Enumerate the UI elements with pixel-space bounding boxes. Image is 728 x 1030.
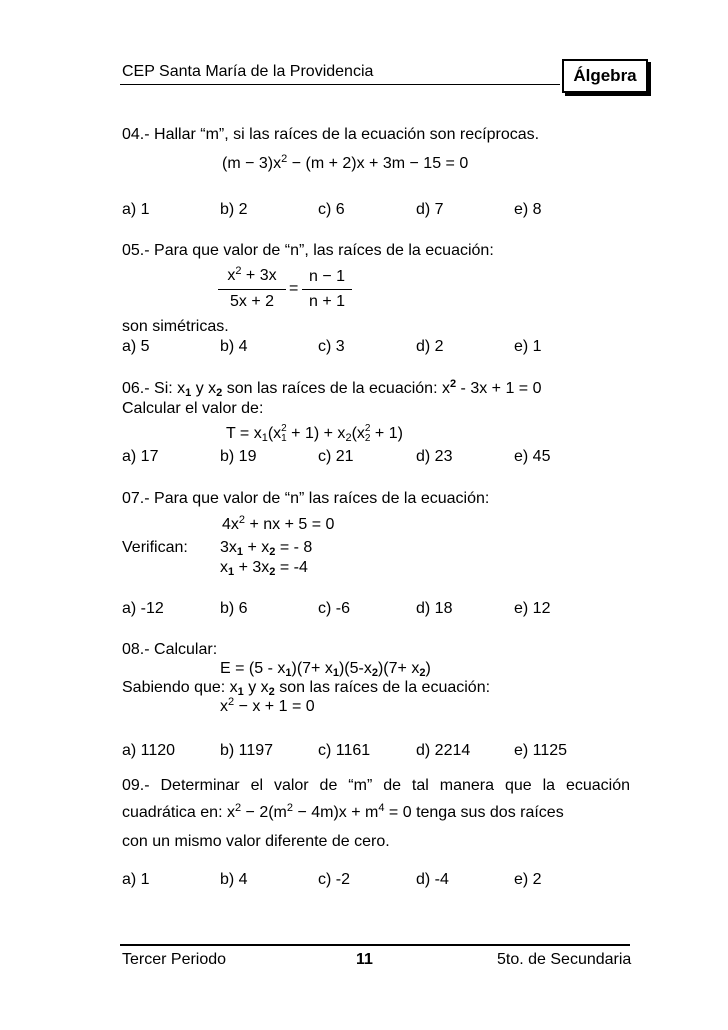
q8-stem: 08.- Calcular: [122, 641, 218, 658]
option-b: b) 19 [220, 448, 257, 465]
q9-line2: cuadrática en: $x^2 - 2(m^2 - 4m)x + m^4 = 0$ tenga sus dos raíces [122, 802, 564, 821]
q5-stem: 05.- Para que valor de “n”, las raíces de la ecuación: [122, 242, 494, 259]
equals-sign: = [289, 280, 299, 297]
option-c: c) -2 [318, 871, 350, 888]
option-d: d) 23 [416, 448, 453, 465]
option-e: e) 8 [514, 201, 542, 218]
q6-line2: Calcular el valor de: [122, 400, 264, 417]
option-c: c) 3 [318, 338, 345, 355]
option-a: a) 1 [122, 871, 150, 888]
option-c: c) 6 [318, 201, 345, 218]
option-a: a) 1 [122, 201, 150, 218]
q9-line1: 09.- Determinar el valor de “m” de tal manera que la ecuación [122, 777, 630, 794]
option-d: d) -4 [416, 871, 449, 888]
q6-stem: 06.- Si: $x_1$ y $x_2$ son las raíces de la ecuación: $x^2 - 3x + 1 = 0$ [122, 378, 542, 399]
school-name: CEP Santa María de la Providencia [122, 63, 374, 80]
option-d: d) 18 [416, 600, 453, 617]
option-e: e) 1 [514, 338, 542, 355]
q7-equation: $4x^2$ + nx + 5 = 0 [222, 514, 335, 533]
q9-line3: con un mismo valor diferente de cero. [122, 833, 390, 850]
q8-expression: $E = (5 - x_1)(7+ x_1)(5-x_2)(7+ x_2)$ [220, 660, 431, 679]
footer-period: Tercer Periodo [122, 951, 227, 968]
fraction-bar [218, 289, 286, 290]
subject-badge [562, 59, 648, 93]
q7-condition-2: $x_1 + 3x_2 = -4$ [220, 559, 308, 578]
page-number: 11 [356, 951, 373, 968]
option-e: e) 45 [514, 448, 551, 465]
q5-numerator-1: $x^2 + 3x$ [227, 265, 277, 284]
fraction-bar [302, 289, 352, 290]
option-e: e) 12 [514, 600, 551, 617]
q4-stem: 04.- Hallar “m”, si las raíces de la ecuación son recíprocas. [122, 126, 540, 143]
option-a: a) 1120 [122, 742, 176, 759]
footer-rule [120, 944, 630, 946]
subject-label: Álgebra [573, 66, 637, 85]
option-d: d) 7 [416, 201, 444, 218]
q4-equation: $(m - 3)x^2 - (m + 2)x + 3m - 15 = 0$ [222, 153, 469, 172]
q5-numerator-2: n − 1 [308, 268, 346, 285]
footer-grade: 5to. de Secundaria [497, 951, 632, 968]
option-d: d) 2214 [416, 742, 471, 759]
q7-stem: 07.- Para que valor de “n” las raíces de la ecuación: [122, 490, 490, 507]
option-b: b) 6 [220, 600, 248, 617]
header-rule [120, 84, 560, 85]
option-a: a) 17 [122, 448, 159, 465]
option-c: c) -6 [318, 600, 350, 617]
option-a: a) -12 [122, 600, 164, 617]
q5-denominator-1: 5x + 2 [229, 293, 275, 310]
option-b: b) 1197 [220, 742, 274, 759]
q8-equation: $x^2 - x + 1 = 0$ [220, 696, 315, 715]
option-b: b) 2 [220, 201, 248, 218]
q8-condition: Sabiendo que: $x_1$ y $x_2$ son las raíces de la ecuación: [122, 679, 491, 698]
q5-tail: son simétricas. [122, 318, 229, 335]
option-a: a) 5 [122, 338, 150, 355]
option-b: b) 4 [220, 871, 248, 888]
q7-verifican: Verifican: [122, 539, 188, 556]
option-d: d) 2 [416, 338, 444, 355]
option-e: e) 2 [514, 871, 542, 888]
q5-denominator-2: n + 1 [308, 293, 346, 310]
option-b: b) 4 [220, 338, 248, 355]
q6-equation: $T = x_1(x$ 2 1 + $1) + x_2(x$ 2 2 + 1) [226, 423, 403, 445]
option-c: c) 21 [318, 448, 354, 465]
q7-condition-1: $3x_1 + x_2$ = - 8 [220, 539, 313, 558]
option-c: c) 1161 [318, 742, 371, 759]
option-e: e) 1125 [514, 742, 568, 759]
